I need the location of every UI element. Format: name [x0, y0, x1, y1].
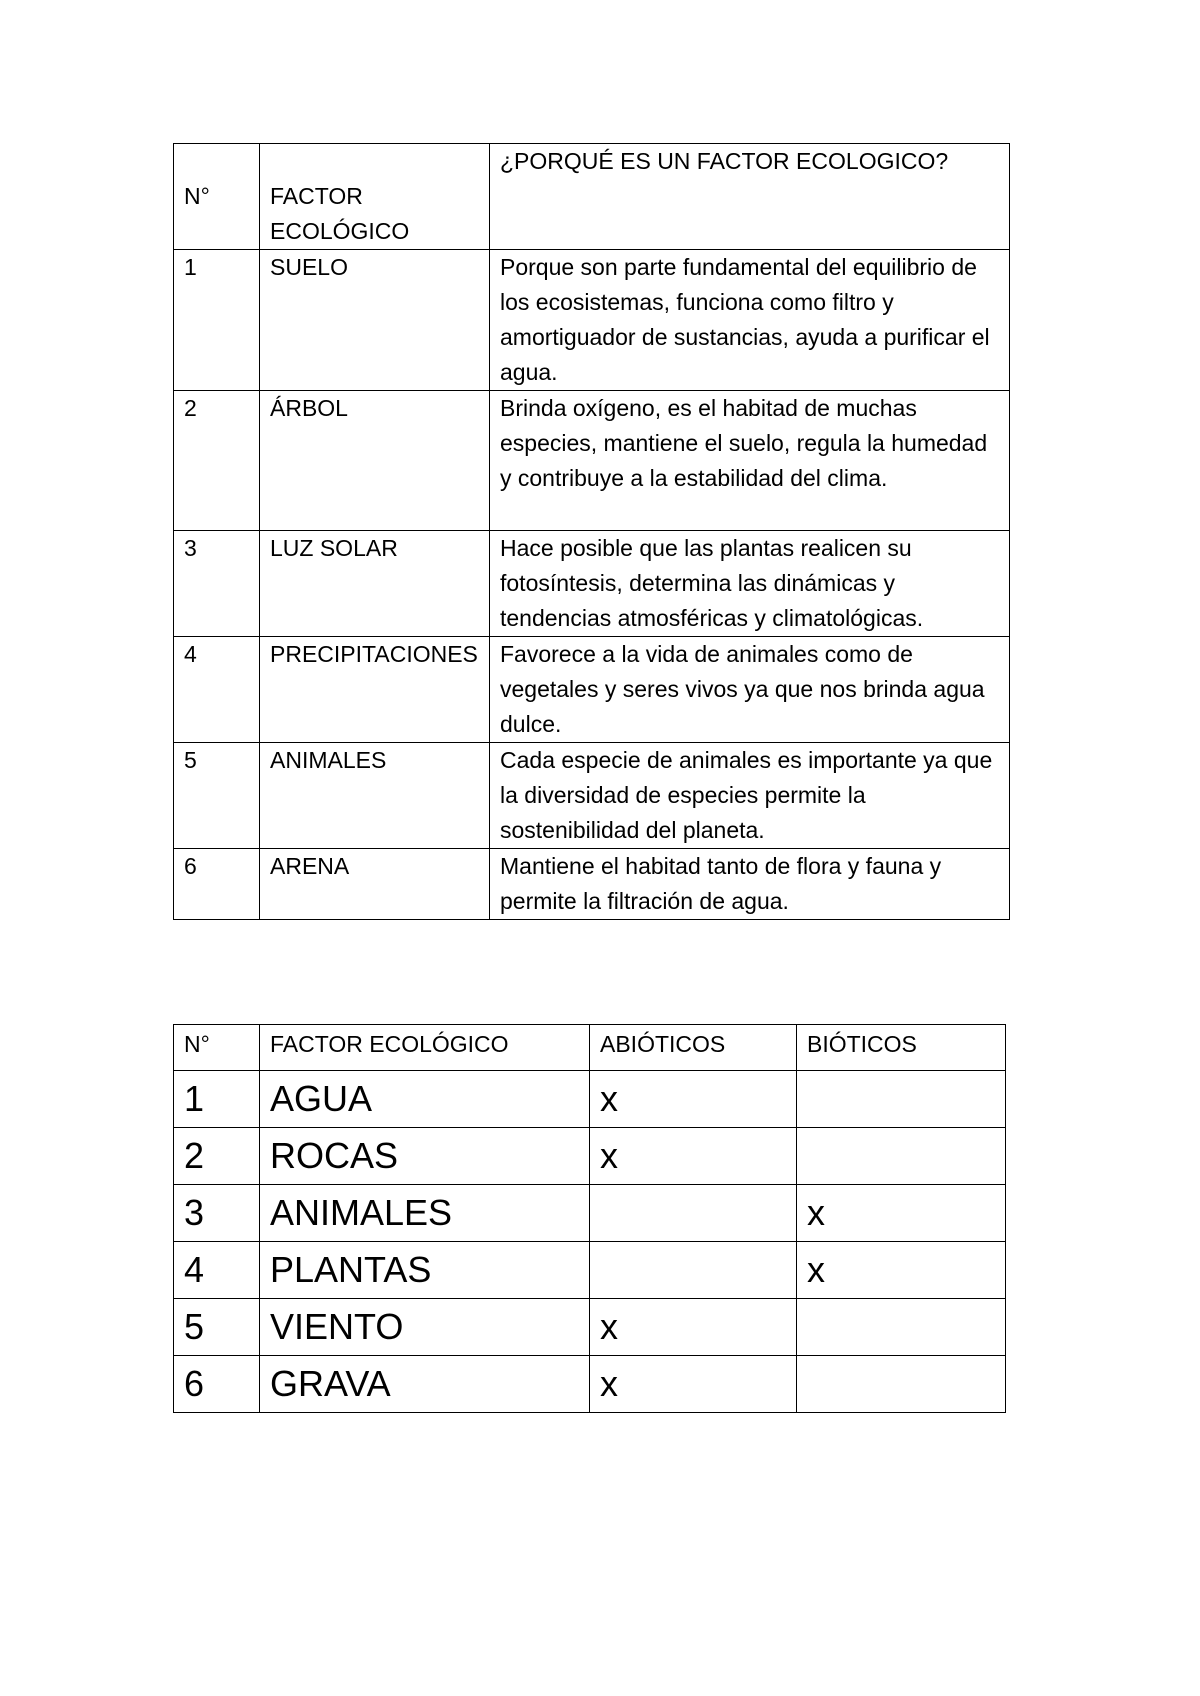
table-header-row — [174, 144, 1010, 250]
row-number: 4 — [174, 1242, 260, 1299]
row-reason: Brinda oxígeno, es el habitad de muchas especies, mantiene el suelo, regula la humedad y contribuye a la estabilidad del clima. — [490, 391, 1010, 531]
table-row — [174, 531, 1010, 637]
row-number: 6 — [174, 1356, 260, 1413]
row-reason: Hace posible que las plantas realicen su fotosíntesis, determina las dinámicas y tendencias atmosféricas y climatológicas. — [490, 531, 1010, 637]
header-abioticos: ABIÓTICOS — [590, 1025, 797, 1071]
table-row — [174, 849, 1010, 920]
header-number: N° — [174, 144, 260, 250]
abiotic-mark: x — [590, 1128, 797, 1185]
row-factor: ANIMALES — [260, 1185, 590, 1242]
biotic-mark: x — [797, 1242, 1006, 1299]
abiotic-mark: x — [590, 1299, 797, 1356]
row-factor: ROCAS — [260, 1128, 590, 1185]
row-factor: ARENA — [260, 849, 490, 920]
row-factor: ANIMALES — [260, 743, 490, 849]
row-factor: GRAVA — [260, 1356, 590, 1413]
table-row — [174, 1299, 1006, 1356]
header-factor: FACTOR ECOLÓGICO — [260, 144, 490, 250]
header-bioticos: BIÓTICOS — [797, 1025, 1006, 1071]
abiotic-mark: x — [590, 1356, 797, 1413]
table-row — [174, 637, 1010, 743]
row-reason: Favorece a la vida de animales como de vegetales y seres vivos ya que nos brinda agua dulce. — [490, 637, 1010, 743]
classification-table — [173, 1024, 1006, 1413]
row-reason: Mantiene el habitad tanto de flora y fauna y permite la filtración de agua. — [490, 849, 1010, 920]
row-factor: PLANTAS — [260, 1242, 590, 1299]
row-number: 5 — [174, 743, 260, 849]
row-factor: AGUA — [260, 1071, 590, 1128]
row-reason: Porque son parte fundamental del equilibrio de los ecosistemas, funciona como filtro y amortiguador de sustancias, ayuda a purificar el agua. — [490, 250, 1010, 391]
biotic-mark — [797, 1128, 1006, 1185]
abiotic-mark — [590, 1185, 797, 1242]
row-number: 6 — [174, 849, 260, 920]
table-row — [174, 250, 1010, 391]
table-row — [174, 391, 1010, 531]
table-row — [174, 1242, 1006, 1299]
table-row — [174, 1356, 1006, 1413]
row-factor: PRECIPITACIONES — [260, 637, 490, 743]
row-number: 1 — [174, 250, 260, 391]
table-row — [174, 1185, 1006, 1242]
ecological-factors-table — [173, 143, 1010, 920]
abiotic-mark: x — [590, 1071, 797, 1128]
table-row — [174, 1071, 1006, 1128]
biotic-mark — [797, 1071, 1006, 1128]
header-number: N° — [174, 1025, 260, 1071]
row-factor: VIENTO — [260, 1299, 590, 1356]
header-factor: FACTOR ECOLÓGICO — [260, 1025, 590, 1071]
biotic-mark: x — [797, 1185, 1006, 1242]
row-number: 1 — [174, 1071, 260, 1128]
row-number: 5 — [174, 1299, 260, 1356]
table-row — [174, 743, 1010, 849]
row-number: 3 — [174, 531, 260, 637]
abiotic-mark — [590, 1242, 797, 1299]
header-reason: ¿PORQUÉ ES UN FACTOR ECOLOGICO? — [490, 144, 1010, 250]
row-factor: ÁRBOL — [260, 391, 490, 531]
row-number: 3 — [174, 1185, 260, 1242]
biotic-mark — [797, 1356, 1006, 1413]
row-number: 4 — [174, 637, 260, 743]
table-row — [174, 1128, 1006, 1185]
row-reason: Cada especie de animales es importante ya que la diversidad de especies permite la sostenibilidad del planeta. — [490, 743, 1010, 849]
biotic-mark — [797, 1299, 1006, 1356]
row-factor: SUELO — [260, 250, 490, 391]
row-factor: LUZ SOLAR — [260, 531, 490, 637]
row-number: 2 — [174, 391, 260, 531]
row-number: 2 — [174, 1128, 260, 1185]
table-header-row — [174, 1025, 1006, 1071]
